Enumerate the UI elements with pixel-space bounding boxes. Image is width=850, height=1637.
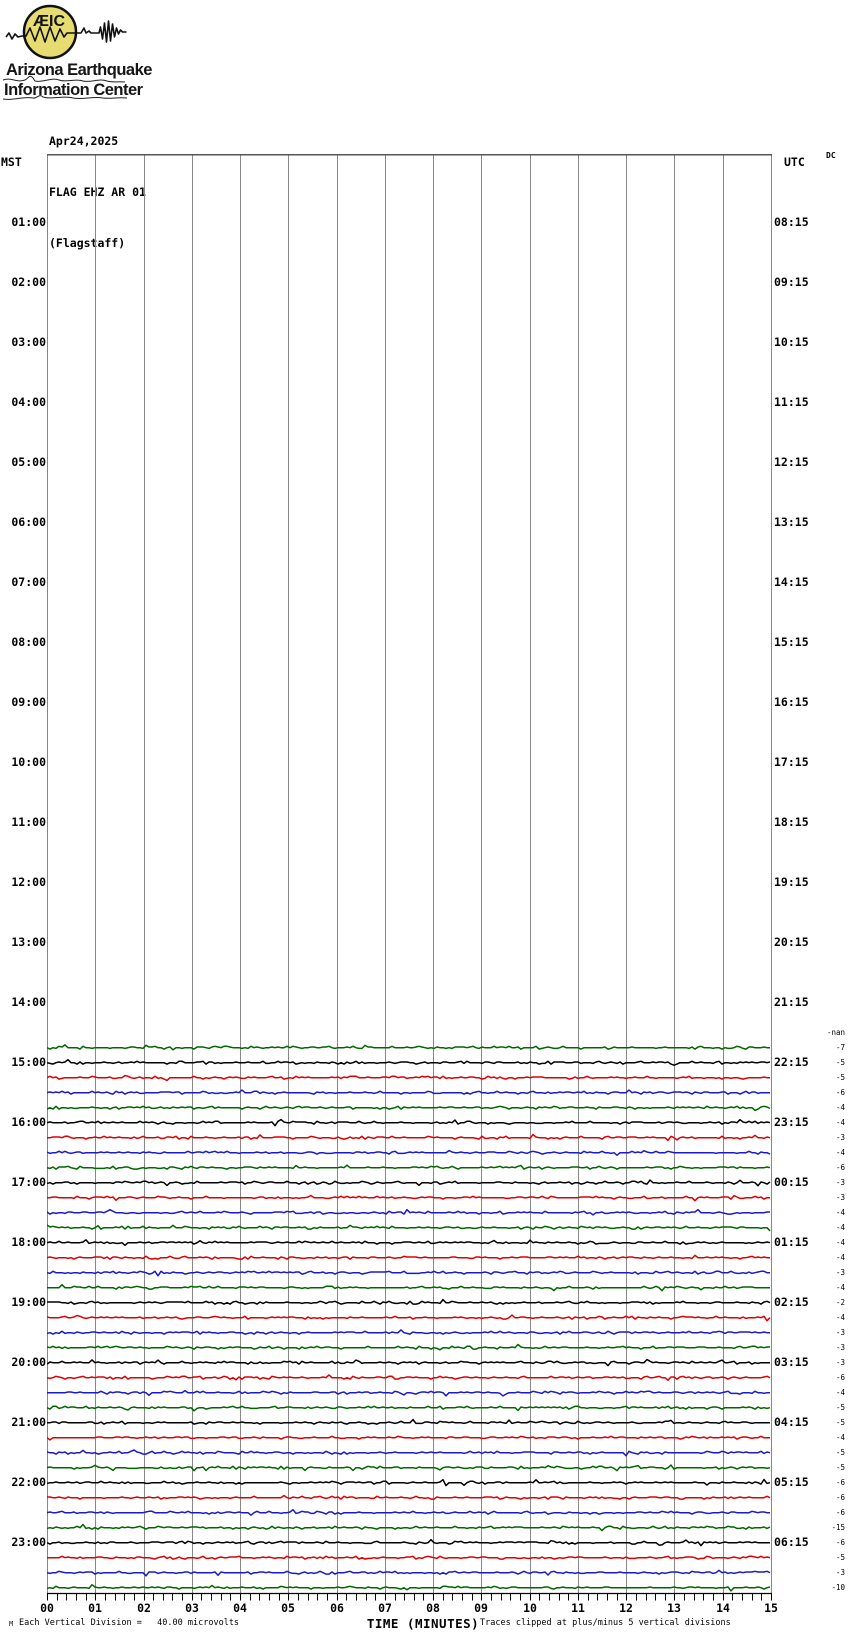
seismic-trace [47,1556,770,1559]
dc-offset-value: -2 [835,1297,845,1307]
dc-offset-value: -3 [835,1357,845,1367]
minute-tick-label: 15 [764,1601,778,1615]
seismic-trace [47,1285,770,1291]
dc-offset-value: -4 [835,1207,845,1217]
dc-offset-value: -6 [835,1492,845,1502]
minute-tick-label: 12 [619,1601,633,1615]
seismic-trace [47,1076,770,1081]
dc-offset-value: -5 [835,1057,845,1067]
header-date: Apr24,2025 [49,134,119,148]
minute-tick-label: 02 [137,1601,151,1615]
seismic-trace [47,1255,770,1259]
x-axis-title: TIME (MINUTES) [366,1616,480,1631]
seismic-trace [47,1106,770,1110]
left-time-label: 03:00 [11,334,46,349]
minute-tick-label: 00 [40,1601,54,1615]
dc-offset-value: -6 [835,1372,845,1382]
seismic-trace [47,1540,770,1546]
right-time-label: 11:15 [774,394,809,409]
right-time-label: 10:15 [774,334,809,349]
seismic-trace [47,1210,770,1215]
right-time-label: 06:15 [774,1534,809,1549]
dc-offset-value: -4 [835,1102,845,1112]
right-time-label: 02:15 [774,1294,809,1309]
minute-tick-label: 03 [185,1601,199,1615]
dc-offset-value: -4 [835,1282,845,1292]
seismic-trace [47,1465,770,1471]
dc-offset-value: -6 [835,1537,845,1547]
seismic-trace [47,1480,770,1486]
dc-offset-value: -5 [835,1462,845,1472]
right-time-label: 23:15 [774,1114,809,1129]
utc-axis-label: UTC [784,155,805,169]
dc-offset-value: -3 [835,1132,845,1142]
right-time-label: 00:15 [774,1174,809,1189]
right-time-label: 18:15 [774,814,809,829]
dc-offset-value: -4 [835,1117,845,1127]
seismic-trace [47,1436,770,1440]
seismic-trace [47,1391,770,1396]
dc-offset-value: -5 [835,1402,845,1412]
dc-offset-value: -6 [835,1087,845,1097]
dc-offset-value: -5 [835,1552,845,1562]
left-time-label: 10:00 [11,754,46,769]
left-time-label: 15:00 [11,1054,46,1069]
left-time-label: 01:00 [11,214,46,229]
minute-tick-label: 13 [667,1601,681,1615]
left-time-label: 17:00 [11,1174,46,1189]
right-time-label: 12:15 [774,454,809,469]
seismic-trace [47,1345,770,1350]
logo-acronym: ÆIC [33,13,65,30]
dc-offset-value: -6 [835,1507,845,1517]
seismic-trace [47,1525,770,1531]
dc-offset-value: -4 [835,1312,845,1322]
dc-offset-value: -4 [835,1222,845,1232]
header-location: (Flagstaff) [49,236,126,250]
seismic-trace [47,1315,770,1321]
seismic-trace [47,1271,770,1276]
dc-offset-value: -6 [835,1162,845,1172]
dc-offset-value: -5 [835,1417,845,1427]
left-time-label: 14:00 [11,994,46,1009]
right-time-label: 21:15 [774,994,809,1009]
left-time-label: 19:00 [11,1294,46,1309]
right-time-label: 20:15 [774,934,809,949]
minute-tick-label: 11 [571,1601,585,1615]
left-time-label: 04:00 [11,394,46,409]
seismic-trace [47,1406,770,1411]
dc-offset-value: -15 [831,1522,845,1532]
left-time-label: 16:00 [11,1114,46,1129]
seismic-trace [47,1585,770,1591]
left-time-label: 06:00 [11,514,46,529]
footer-marker: M [9,1620,14,1628]
header-station: FLAG EHZ AR 01 [49,185,146,199]
right-time-label: 15:15 [774,634,809,649]
seismic-trace [47,1090,770,1094]
dc-offset-value: -3 [835,1177,845,1187]
left-time-label: 05:00 [11,454,46,469]
footer-scale-note: Each Vertical Division = 40.00 microvolts [19,1618,240,1628]
dc-offset-value: -4 [835,1252,845,1262]
seismic-trace [47,1300,770,1305]
dc-offset-value: -4 [835,1237,845,1247]
seismic-trace [47,1060,770,1066]
minute-tick-label: 08 [426,1601,440,1615]
helicorder-plot [47,154,773,1601]
seismic-trace [47,1510,770,1516]
seismic-trace [47,1420,770,1425]
dc-offset-value: -3 [835,1192,845,1202]
dc-offset-value: -nan [826,1027,845,1037]
seismic-trace [47,1045,770,1050]
right-time-label: 09:15 [774,274,809,289]
right-time-label: 01:15 [774,1234,809,1249]
dc-offset-value: -3 [835,1567,845,1577]
seismic-trace [47,1360,770,1366]
minute-tick-label: 06 [330,1601,344,1615]
dc-offset-value: -6 [835,1477,845,1487]
seismic-trace [47,1240,770,1246]
seismic-trace [47,1165,770,1169]
left-time-label: 23:00 [11,1534,46,1549]
minute-tick-label: 01 [88,1601,102,1615]
right-time-label: 13:15 [774,514,809,529]
dc-offset-value: -3 [835,1267,845,1277]
seismic-trace [47,1375,770,1380]
left-time-label: 13:00 [11,934,46,949]
dc-offset-value: -4 [835,1432,845,1442]
dc-offset-value: -4 [835,1387,845,1397]
minute-tick-label: 05 [281,1601,295,1615]
seismic-trace [47,1180,770,1186]
right-time-label: 14:15 [774,574,809,589]
seismic-trace [47,1330,770,1334]
aeic-logo [2,1,154,101]
mst-axis-label: MST [1,155,22,169]
right-time-label: 17:15 [774,754,809,769]
left-time-label: 08:00 [11,634,46,649]
minute-tick-label: 14 [716,1601,730,1615]
dc-offset-value: -3 [835,1342,845,1352]
right-time-label: 05:15 [774,1474,809,1489]
logo-org-line1: Arizona Earthquake [6,61,152,79]
seismic-trace [47,1135,770,1141]
left-time-label: 21:00 [11,1414,46,1429]
left-time-label: 18:00 [11,1234,46,1249]
left-time-label: 02:00 [11,274,46,289]
minute-tick-label: 10 [523,1601,537,1615]
left-time-label: 12:00 [11,874,46,889]
right-time-label: 08:15 [774,214,809,229]
right-time-label: 19:15 [774,874,809,889]
seismic-trace [47,1196,770,1201]
seismic-trace [47,1496,770,1500]
left-time-label: 22:00 [11,1474,46,1489]
logo-org-line2: Information Center [4,81,143,99]
seismic-trace [47,1450,770,1456]
minute-tick-label: 09 [474,1601,488,1615]
left-time-label: 09:00 [11,694,46,709]
minute-tick-label: 07 [378,1601,392,1615]
seismic-trace [47,1225,770,1231]
seismic-trace [47,1120,770,1126]
left-time-label: 11:00 [11,814,46,829]
dc-offset-value: -3 [835,1327,845,1337]
dc-offset-value: -4 [835,1147,845,1157]
right-time-label: 04:15 [774,1414,809,1429]
footer-clip-note: Traces clipped at plus/minus 5 vertical divisions [480,1618,731,1628]
dc-offset-value: -5 [835,1072,845,1082]
left-time-label: 20:00 [11,1354,46,1369]
dc-offset-value: -10 [831,1582,845,1592]
left-time-label: 07:00 [11,574,46,589]
minute-tick-label: 04 [233,1601,247,1615]
seismic-trace [47,1151,770,1156]
dc-column-label: DC [826,151,836,160]
dc-offset-value: -5 [835,1447,845,1457]
dc-offset-value: -7 [835,1042,845,1052]
seismic-trace [47,1570,770,1576]
right-time-label: 22:15 [774,1054,809,1069]
right-time-label: 16:15 [774,694,809,709]
right-time-label: 03:15 [774,1354,809,1369]
